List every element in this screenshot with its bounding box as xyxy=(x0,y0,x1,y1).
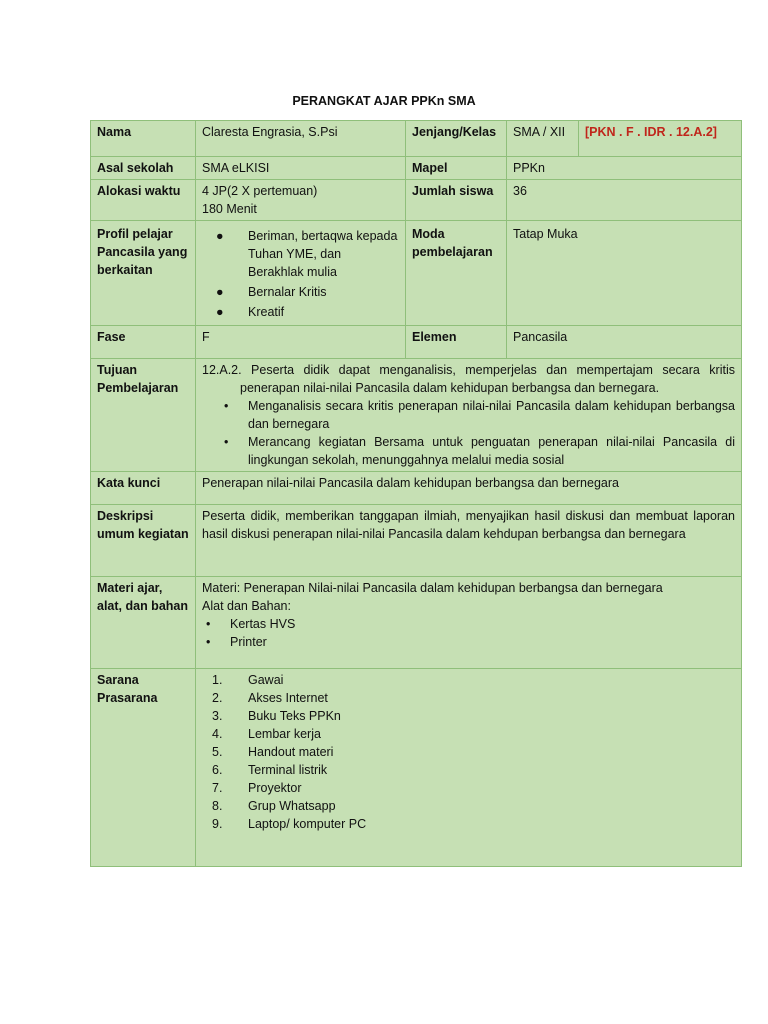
value-sarana xyxy=(196,669,742,867)
label-asal: Asal sekolah xyxy=(91,157,196,180)
row-tujuan xyxy=(91,359,742,472)
label-jenjang: Jenjang/Kelas xyxy=(406,121,507,157)
row-alokasi xyxy=(91,180,742,221)
value-nama: Claresta Engrasia, S.Psi xyxy=(196,121,406,157)
list-item: 2. Akses Internet xyxy=(212,691,328,705)
bullet-icon: • xyxy=(206,617,211,631)
alat-bahan-heading: Alat dan Bahan: xyxy=(202,599,291,613)
list-item: • Printer xyxy=(206,635,267,649)
label-moda: Moda pembelajaran xyxy=(406,221,507,326)
row-kata-kunci xyxy=(91,472,742,505)
tujuan-list xyxy=(202,397,735,469)
label-deskripsi: Deskripsi umum kegiatan xyxy=(91,505,196,577)
value-elemen: Pancasila xyxy=(507,326,742,359)
value-materi xyxy=(196,577,742,669)
label-kata-kunci: Kata kunci xyxy=(91,472,196,505)
sarana-list xyxy=(202,671,735,833)
list-item: ● Bernalar Kritis xyxy=(216,285,327,299)
list-item: 4. Lembar kerja xyxy=(212,727,321,741)
lesson-plan-table xyxy=(90,120,742,867)
bullet-icon: ● xyxy=(216,285,224,299)
value-jumlah: 36 xyxy=(507,180,742,221)
list-item: • Merancang kegiatan Bersama untuk penguatan penerapan nilai-nilai Pancasila di lingkungan sekolah, menunggahnya melalui media sosial xyxy=(224,435,735,467)
list-item: ● Beriman, bertaqwa kepada Tuhan YME, dan Berakhlak mulia xyxy=(216,229,398,279)
row-nama xyxy=(91,121,742,157)
list-item: 9. Laptop/ komputer PC xyxy=(212,817,367,831)
value-profil xyxy=(196,221,406,326)
value-deskripsi: Peserta didik, memberikan tanggapan ilmiah, menyajikan hasil diskusi dan membuat laporan hasil diskusi penerapan nilai-nilai Pancasila dalam kehdupan berbangsa dan bernegara xyxy=(196,505,742,577)
value-tujuan xyxy=(196,359,742,472)
list-item: 1. Gawai xyxy=(212,673,284,687)
value-fase: F xyxy=(196,326,406,359)
list-item: 3. Buku Teks PPKn xyxy=(212,709,341,723)
bullet-icon: ● xyxy=(216,229,224,243)
label-sarana: Sarana Prasarana xyxy=(91,669,196,867)
value-alokasi xyxy=(196,180,406,221)
label-nama: Nama xyxy=(91,121,196,157)
list-item: • Kertas HVS xyxy=(206,617,296,631)
bullet-icon: • xyxy=(224,399,229,413)
profil-list xyxy=(202,227,399,321)
label-elemen: Elemen xyxy=(406,326,507,359)
list-item: 8. Grup Whatsapp xyxy=(212,799,336,813)
curriculum-code: [PKN . F . IDR . 12.A.2] xyxy=(585,125,717,139)
document-title: PERANGKAT AJAR PPKn SMA xyxy=(292,94,476,108)
value-asal: SMA eLKISI xyxy=(196,157,406,180)
row-deskripsi xyxy=(91,505,742,577)
bullet-icon: ● xyxy=(216,305,224,319)
row-profil xyxy=(91,221,742,326)
value-code xyxy=(579,121,742,157)
list-item: 7. Proyektor xyxy=(212,781,302,795)
row-fase xyxy=(91,326,742,359)
row-materi xyxy=(91,577,742,669)
label-profil: Profil pelajar Pancasila yang berkaitan xyxy=(91,221,196,326)
alokasi-line-2: 180 Menit xyxy=(202,202,257,216)
value-mapel: PPKn xyxy=(507,157,742,180)
row-sarana xyxy=(91,669,742,867)
alokasi-line-1: 4 JP(2 X pertemuan) xyxy=(202,184,318,198)
list-item: 6. Terminal listrik xyxy=(212,763,328,777)
value-moda: Tatap Muka xyxy=(507,221,742,326)
row-asal xyxy=(91,157,742,180)
label-alokasi: Alokasi waktu xyxy=(91,180,196,221)
label-materi: Materi ajar, alat, dan bahan xyxy=(91,577,196,669)
list-item: 5. Handout materi xyxy=(212,745,334,759)
label-tujuan: Tujuan Pembelajaran xyxy=(91,359,196,472)
label-mapel: Mapel xyxy=(406,157,507,180)
label-fase: Fase xyxy=(91,326,196,359)
materi-line: Materi: Penerapan Nilai-nilai Pancasila dalam kehidupan berbangsa dan bernegara xyxy=(202,581,663,595)
value-kata-kunci: Penerapan nilai-nilai Pancasila dalam kehidupan berbangsa dan bernegara xyxy=(196,472,742,505)
bullet-icon: • xyxy=(224,435,229,449)
list-item: ● Kreatif xyxy=(216,305,285,319)
list-item: • Menganalisis secara kritis penerapan nilai-nilai Pancasila dalam kehidupan berbangsa dan bernegara xyxy=(224,399,735,431)
bullet-icon: • xyxy=(206,635,211,649)
bahan-list xyxy=(202,615,735,651)
label-jumlah: Jumlah siswa xyxy=(406,180,507,221)
tujuan-intro: 12.A.2. Peserta didik dapat menganalisis, memperjelas dan mempertajam secara kritis penerapan nilai-nilai Pancasila dalam kehidupan berbangsa dan bernegara. xyxy=(202,363,735,395)
value-jenjang: SMA / XII xyxy=(507,121,579,157)
